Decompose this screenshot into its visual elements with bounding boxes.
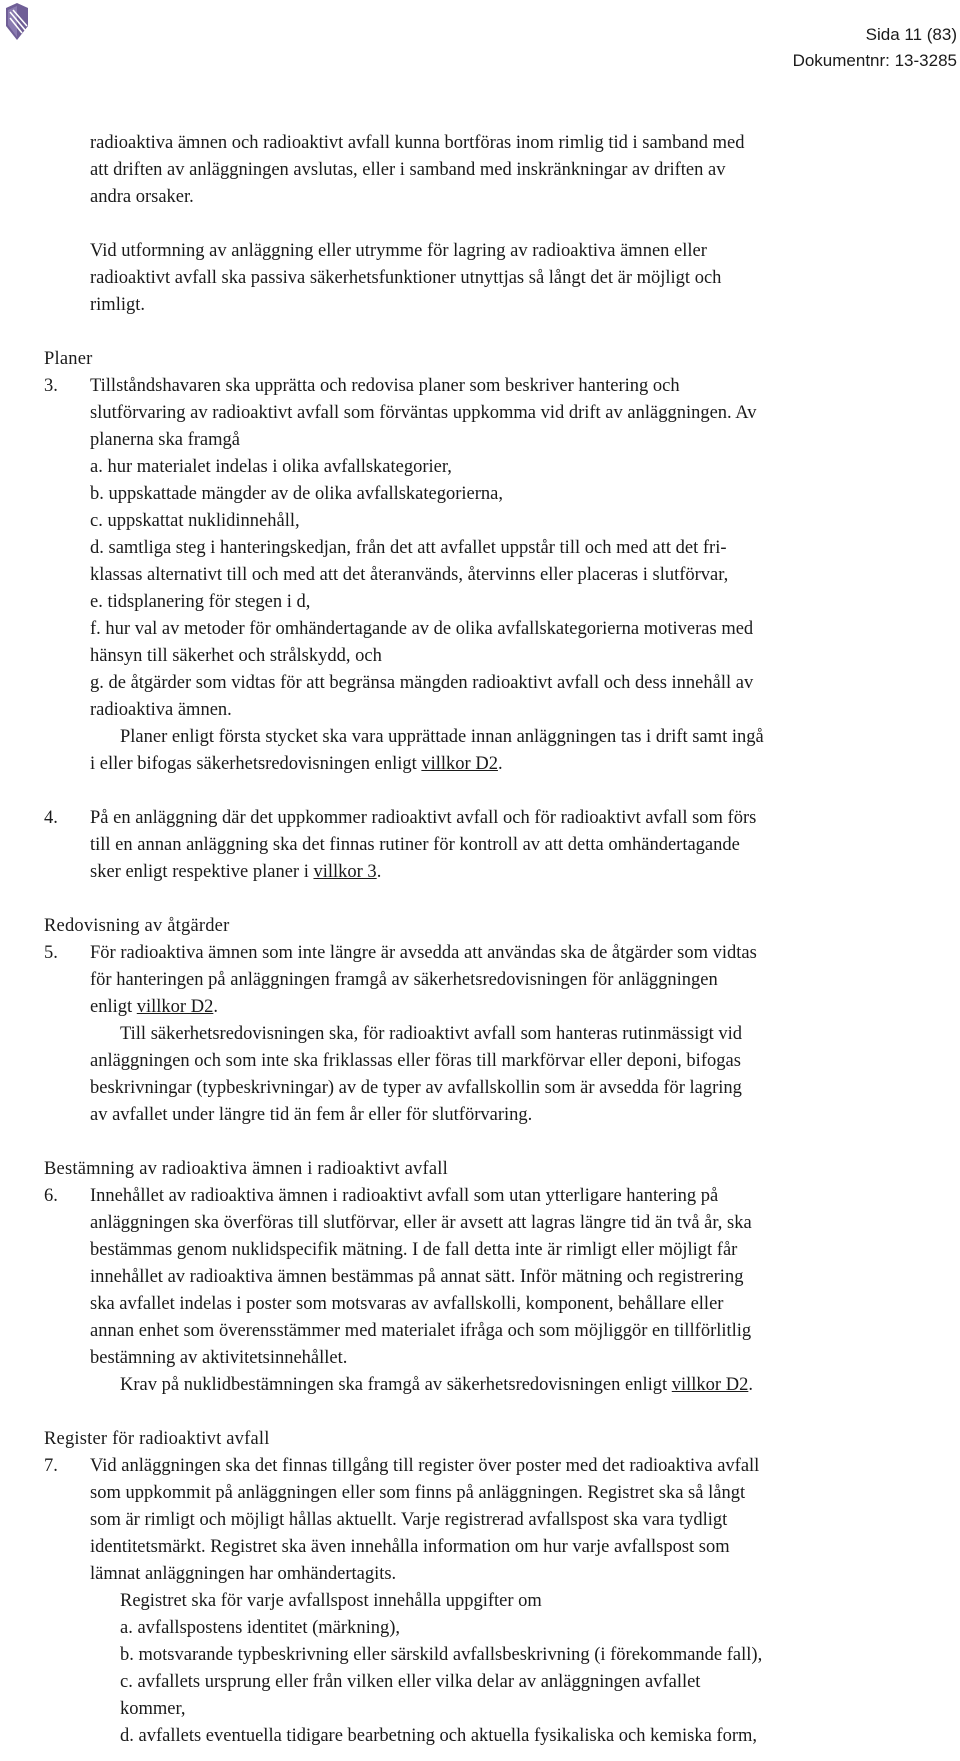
condition-number: 6.	[44, 1186, 58, 1206]
link-villkor-d2[interactable]: villkor D2	[136, 997, 214, 1017]
condition-number: 4.	[44, 808, 58, 828]
list-item: e. tidsplanering för stegen i d,	[90, 592, 311, 612]
document-number: Dokumentnr: 13-3285	[792, 51, 957, 70]
document-body	[44, 130, 944, 1750]
condition-5: 5. För radioaktiva ämnen som inte längre är avsedda att användas ska de åtgärder som vidtas för hanteringen på anläggningen framgå av säkerhetsredovisningen för anläggningen enligt villkor D2. Till säkerhetsredovisningen ska, för radioaktivt avfall som hanteras rutinmässigt vid anläggningen och som inte ska friklassas eller föras till markförvar eller deponi, bifogas beskrivningar (typbeskrivningar) av de typer av avfallskollin som är avsedda för lagring av avfallet under längre tid än fem år eller för slutförvaring.	[44, 940, 944, 1129]
section-heading-redovisning: Redovisning av åtgärder	[44, 916, 230, 936]
condition-3: 3. Tillståndshavaren ska upprätta och redovisa planer som beskriver hantering och slutförvaring av radioaktivt avfall som förväntas uppkomma vid drift av anläggningen. Av planerna ska framgå a. hur materialet indelas i olika avfallskategorier, b. uppskattade mängder av de olika avfallskategorierna, c. uppskattat nuklidinnehåll, d. samtliga steg i hanteringskedjan, från det att avfallet uppstår till och med att det fri- klassas alternativt till och med att det återanvänds, återvinns eller placeras i slutförvar, e. tidsplanering för stegen i d, f. hur val av metoder för omhändertagande av de olika avfallskategorierna motiveras med hänsyn till säkerhet och strålskydd, och g. de åtgärder som vidtas för att begränsa mängden radioaktivt avfall och dess innehåll av radioaktiva ämnen. Planer enligt första stycket ska vara upprättade innan anläggningen tas i drift samt ingå i eller bifogas säkerhetsredovisningen enligt villkor D2.	[44, 373, 944, 778]
authority-logo-icon	[4, 2, 30, 44]
list-item: a. avfallspostens identitet (märkning),	[120, 1618, 400, 1638]
list-item: g. de åtgärder som vidtas för att begränsa mängden radioaktivt avfall och dess innehåll av	[90, 673, 754, 693]
section-heading-bestamning: Bestämning av radioaktiva ämnen i radioaktivt avfall	[44, 1159, 448, 1179]
condition-number: 3.	[44, 376, 58, 396]
page-header	[793, 22, 957, 74]
condition-4: 4. På en anläggning där det uppkommer radioaktivt avfall och för radioaktivt avfall som förs till en annan anläggning ska det finnas rutiner för kontroll av att detta omhändertagande sker enligt respektive planer i villkor 3.	[44, 805, 944, 886]
list-item: b. uppskattade mängder av de olika avfallskategorierna,	[90, 484, 504, 504]
intro-continuation: radioaktiva ämnen och radioaktivt avfall kunna bortföras inom rimlig tid i samband med att driften av anläggningen avslutas, eller i samband med inskränkningar av driften av andra orsaker.	[90, 133, 745, 207]
link-villkor-3[interactable]: villkor 3	[313, 862, 377, 882]
list-item: d. samtliga steg i hanteringskedjan, från det att avfallet uppstår till och med att det fri-	[90, 538, 727, 558]
intro-paragraph: Vid utformning av anläggning eller utrymme för lagring av radioaktiva ämnen eller radioaktivt avfall ska passiva säkerhetsfunktioner utnyttjas så långt det är möjligt och rimligt.	[90, 241, 722, 315]
list-item: c. avfallets ursprung eller från vilken eller vilka delar av anläggningen avfallet	[120, 1672, 701, 1692]
section-heading-planer: Planer	[44, 349, 93, 369]
list-item: a. hur materialet indelas i olika avfallskategorier,	[90, 457, 452, 477]
page-number: Sida 11 (83)	[865, 25, 957, 44]
condition-6: 6. Innehållet av radioaktiva ämnen i radioaktivt avfall som utan ytterligare hantering på anläggningen ska överföras till slutförvar, eller är avsett att lagras längre tid än två år, ska bestämmas genom nuklidspecifik mätning. I de fall detta inte är rimligt eller möjligt får innehållet av radioaktiva ämnen bestämmas på annat sätt. Inför mätning och registrering ska avfallet indelas i poster som motsvaras av avfallskolli, komponent, behållare eller annan enhet som överensstämmer med materialet ifråga och som möjliggör en tillförlitlig bestämning av aktivitetsinnehållet. Krav på nuklidbestämningen ska framgå av säkerhetsredovisningen enligt villkor D2.	[44, 1183, 944, 1399]
condition-number: 7.	[44, 1456, 58, 1476]
list-item: b. motsvarande typbeskrivning eller särskild avfallsbeskrivning (i förekommande fall),	[120, 1645, 763, 1665]
condition-7: 7. Vid anläggningen ska det finnas tillgång till register över poster med det radioaktiva avfall som uppkommit på anläggningen eller som finns på anläggningen. Registret ska så långt som är rimligt och möjligt hållas aktuellt. Varje registrerad avfallspost ska vara tydligt identitetsmärkt. Registret ska även innehålla information om hur varje avfallspost som lämnat anläggningen har omhändertagits. Registret ska för varje avfallspost innehålla uppgifter om a. avfallspostens identitet (märkning), b. motsvarande typbeskrivning eller särskild avfallsbeskrivning (i förekommande fall), c. avfallets ursprung eller från vilken eller vilka delar av anläggningen avfallet kommer, d. avfallets eventuella tidigare bearbetning och aktuella fysikaliska och kemiska form,	[44, 1453, 944, 1750]
list-item: c. uppskattat nuklidinnehåll,	[90, 511, 300, 531]
list-item: d. avfallets eventuella tidigare bearbetning och aktuella fysikaliska och kemiska form,	[120, 1726, 757, 1746]
link-villkor-d2[interactable]: villkor D2	[421, 754, 498, 774]
condition-number: 5.	[44, 943, 58, 963]
list-item: f. hur val av metoder för omhändertagande av de olika avfallskategorierna motiveras med	[90, 619, 754, 639]
link-villkor-d2[interactable]: villkor D2	[671, 1375, 749, 1395]
section-heading-register: Register för radioaktivt avfall	[44, 1429, 270, 1449]
